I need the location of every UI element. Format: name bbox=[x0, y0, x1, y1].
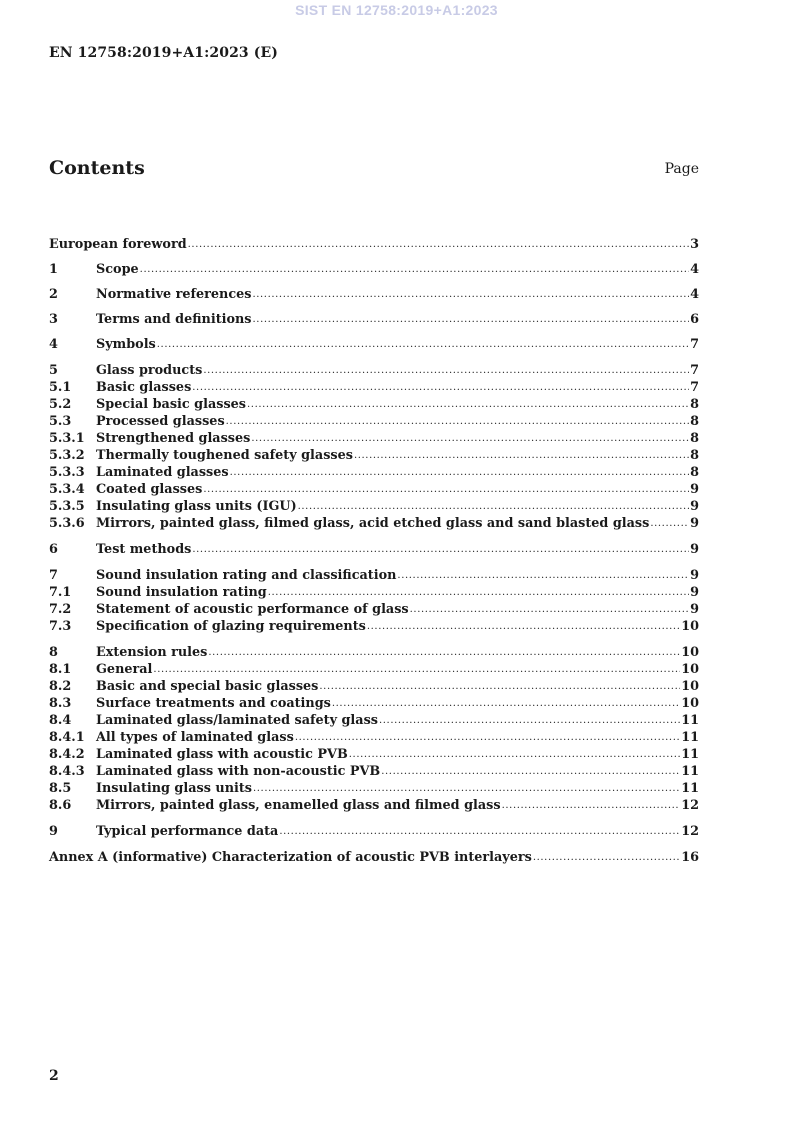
toc-entry-title: All types of laminated glass bbox=[96, 730, 294, 745]
toc-entry-page: 3 bbox=[690, 237, 699, 252]
toc-dot-leader bbox=[397, 567, 689, 584]
toc-entry-page: 9 bbox=[690, 542, 699, 557]
toc-entry-title: Sound insulation rating and classification bbox=[96, 568, 397, 583]
toc-entry-number: 5.3.2 bbox=[49, 448, 85, 463]
toc-entry-title: Laminated glass/laminated safety glass bbox=[96, 713, 378, 728]
toc-entry-title: Special basic glasses bbox=[96, 397, 247, 412]
toc-entry-number: 5 bbox=[49, 363, 58, 378]
toc-entry[interactable] bbox=[49, 780, 699, 797]
toc-entry-title: Symbols bbox=[96, 337, 156, 352]
toc-entry-page: 12 bbox=[681, 824, 699, 839]
toc-entry-page: 10 bbox=[681, 645, 699, 660]
toc-entry-title: Coated glasses bbox=[96, 482, 203, 497]
toc-entry[interactable] bbox=[49, 729, 699, 746]
toc-entry-title: Surface treatments and coatings bbox=[96, 696, 331, 711]
toc-entry-title: Laminated glass with non-acoustic PVB bbox=[96, 764, 381, 779]
toc-entry-number: 7.2 bbox=[49, 602, 72, 617]
toc-entry-page: 10 bbox=[681, 619, 699, 634]
toc-dot-leader bbox=[319, 678, 680, 695]
toc-entry-title: Strengthened glasses bbox=[96, 431, 251, 446]
toc-entry[interactable] bbox=[49, 336, 699, 353]
toc-dot-leader bbox=[268, 584, 689, 601]
toc-entry-title: Sound insulation rating bbox=[96, 585, 267, 600]
toc-entry-page: 10 bbox=[681, 679, 699, 694]
toc-entry-page: 11 bbox=[681, 781, 699, 796]
toc-entry-page: 7 bbox=[690, 337, 699, 352]
toc-entry-page: 11 bbox=[681, 730, 699, 745]
toc-entry[interactable] bbox=[49, 481, 699, 498]
toc-entry[interactable] bbox=[49, 413, 699, 430]
toc-entry-number: 5.3.3 bbox=[49, 465, 85, 480]
toc-dot-leader bbox=[230, 464, 689, 481]
watermark: SIST EN 12758:2019+A1:2023 bbox=[295, 2, 498, 18]
toc-dot-leader bbox=[410, 601, 689, 618]
toc-entry-number: 5.1 bbox=[49, 380, 72, 395]
toc-entry-number: 6 bbox=[49, 542, 58, 557]
toc-dot-leader bbox=[502, 797, 681, 814]
toc-entry-page: 8 bbox=[690, 465, 699, 480]
toc-entry-number: 5.3.5 bbox=[49, 499, 85, 514]
toc-entry-title: Test methods bbox=[96, 542, 192, 557]
toc-entry[interactable] bbox=[49, 601, 699, 618]
toc-entry-number: 8.1 bbox=[49, 662, 72, 677]
toc-entry-page: 8 bbox=[690, 448, 699, 463]
toc-entry-title: Scope bbox=[96, 262, 139, 277]
toc-entry[interactable] bbox=[49, 644, 699, 661]
toc-entry-page: 10 bbox=[681, 662, 699, 677]
toc-dot-leader bbox=[153, 661, 680, 678]
toc-dot-leader bbox=[203, 362, 689, 379]
toc-dot-leader bbox=[203, 481, 689, 498]
toc-entry-number: 1 bbox=[49, 262, 58, 277]
toc-entry-title: Mirrors, painted glass, enamelled glass and filmed glass bbox=[96, 798, 501, 813]
toc-dot-leader bbox=[208, 644, 680, 661]
toc-entry-page: 9 bbox=[690, 568, 699, 583]
toc-entry-number: 8.4.3 bbox=[49, 764, 85, 779]
toc-entry-title: Specification of glazing requirements bbox=[96, 619, 366, 634]
toc-entry-page: 11 bbox=[681, 747, 699, 762]
toc-entry-number: 8 bbox=[49, 645, 58, 660]
toc-entry-number: 4 bbox=[49, 337, 58, 352]
toc-entry-number: 2 bbox=[49, 287, 58, 302]
toc-entry[interactable] bbox=[49, 849, 699, 866]
toc-dot-leader bbox=[367, 618, 680, 635]
toc-entry-page: 9 bbox=[690, 482, 699, 497]
toc-entry-number: 7.3 bbox=[49, 619, 72, 634]
toc-entry[interactable] bbox=[49, 618, 699, 635]
toc-entry[interactable] bbox=[49, 379, 699, 396]
toc-entry-page: 9 bbox=[690, 499, 699, 514]
toc-entry[interactable] bbox=[49, 695, 699, 712]
toc-entry-number: 5.2 bbox=[49, 397, 72, 412]
toc-entry-title: Extension rules bbox=[96, 645, 208, 660]
toc-entry-page: 4 bbox=[690, 287, 699, 302]
toc-entry[interactable] bbox=[49, 678, 699, 695]
toc-entry-title: European foreword bbox=[49, 237, 187, 252]
toc-entry[interactable] bbox=[49, 236, 699, 253]
toc-dot-leader bbox=[251, 430, 689, 447]
toc-dot-leader bbox=[298, 498, 689, 515]
toc-entry-title: Annex A (informative) Characterization of acoustic PVB interlayers bbox=[49, 850, 532, 865]
toc-entry-page: 4 bbox=[690, 262, 699, 277]
toc-entry-number: 5.3.1 bbox=[49, 431, 85, 446]
toc-entry[interactable] bbox=[49, 823, 699, 840]
toc-dot-leader bbox=[349, 746, 680, 763]
toc-entry-number: 8.4 bbox=[49, 713, 72, 728]
toc-dot-leader bbox=[650, 515, 689, 532]
toc-entry-page: 16 bbox=[681, 850, 699, 865]
toc-entry[interactable] bbox=[49, 362, 699, 379]
toc-entry-page: 10 bbox=[681, 696, 699, 711]
toc-entry-number: 8.3 bbox=[49, 696, 72, 711]
toc-entry-number: 5.3 bbox=[49, 414, 72, 429]
toc-entry-title: Thermally toughened safety glasses bbox=[96, 448, 353, 463]
toc-entry-page: 9 bbox=[690, 602, 699, 617]
toc-entry-number: 9 bbox=[49, 824, 58, 839]
toc-entry-title: Typical performance data bbox=[96, 824, 279, 839]
toc-entry-page: 7 bbox=[690, 363, 699, 378]
contents-heading: Contents bbox=[49, 157, 145, 179]
toc-dot-leader bbox=[295, 729, 680, 746]
toc-entry-page: 9 bbox=[690, 516, 699, 531]
toc-entry-number: 5.3.4 bbox=[49, 482, 85, 497]
page-number: 2 bbox=[49, 1068, 59, 1084]
toc-entry-page: 6 bbox=[690, 312, 699, 327]
toc-entry[interactable] bbox=[49, 712, 699, 729]
toc-entry-number: 8.6 bbox=[49, 798, 72, 813]
toc-entry-title: Basic and special basic glasses bbox=[96, 679, 319, 694]
toc-entry[interactable] bbox=[49, 261, 699, 278]
toc-entry-page: 11 bbox=[681, 764, 699, 779]
toc-entry-title: Basic glasses bbox=[96, 380, 192, 395]
toc-entry-number: 8.5 bbox=[49, 781, 72, 796]
toc-entry[interactable] bbox=[49, 584, 699, 601]
toc-entry-number: 3 bbox=[49, 312, 58, 327]
page-column-label: Page bbox=[664, 161, 699, 177]
toc-entry[interactable] bbox=[49, 396, 699, 413]
toc-entry-number: 7 bbox=[49, 568, 58, 583]
toc-dot-leader bbox=[253, 311, 690, 328]
toc-entry[interactable] bbox=[49, 567, 699, 584]
toc-entry-number: 7.1 bbox=[49, 585, 72, 600]
toc-entry-title: Mirrors, painted glass, filmed glass, acid etched glass and sand blasted glass bbox=[96, 516, 650, 531]
toc-dot-leader bbox=[354, 447, 689, 464]
toc-entry[interactable] bbox=[49, 746, 699, 763]
toc-entry-number: 5.3.6 bbox=[49, 516, 85, 531]
toc-dot-leader bbox=[253, 780, 680, 797]
toc-entry[interactable] bbox=[49, 498, 699, 515]
toc-entry-page: 8 bbox=[690, 431, 699, 446]
toc-entry[interactable] bbox=[49, 311, 699, 328]
toc-dot-leader bbox=[252, 286, 689, 303]
toc-entry-title: Laminated glass with acoustic PVB bbox=[96, 747, 348, 762]
toc-entry[interactable] bbox=[49, 661, 699, 678]
toc-entry-title: Processed glasses bbox=[96, 414, 225, 429]
toc-entry-page: 11 bbox=[681, 713, 699, 728]
toc-dot-leader bbox=[247, 396, 689, 413]
toc-entry[interactable] bbox=[49, 763, 699, 780]
toc-dot-leader bbox=[533, 849, 680, 866]
toc-entry-title: Statement of acoustic performance of glass bbox=[96, 602, 409, 617]
toc-entry-page: 8 bbox=[690, 414, 699, 429]
toc-entry-title: Glass products bbox=[96, 363, 203, 378]
toc-dot-leader bbox=[140, 261, 689, 278]
toc-entry-number: 8.2 bbox=[49, 679, 72, 694]
toc-dot-leader bbox=[192, 379, 689, 396]
toc-dot-leader bbox=[188, 236, 689, 253]
toc-dot-leader bbox=[379, 712, 680, 729]
toc-entry-page: 7 bbox=[690, 380, 699, 395]
toc-entry[interactable] bbox=[49, 515, 699, 532]
toc-entry-number: 8.4.2 bbox=[49, 747, 85, 762]
toc-dot-leader bbox=[157, 336, 689, 353]
toc-entry[interactable] bbox=[49, 286, 699, 303]
toc-entry[interactable] bbox=[49, 430, 699, 447]
toc-entry-title: Insulating glass units (IGU) bbox=[96, 499, 297, 514]
toc-entry[interactable] bbox=[49, 447, 699, 464]
toc-entry-title: Terms and definitions bbox=[96, 312, 252, 327]
toc-entry[interactable] bbox=[49, 464, 699, 481]
toc-entry-title: Laminated glasses bbox=[96, 465, 229, 480]
toc-dot-leader bbox=[381, 763, 680, 780]
toc-entry-page: 12 bbox=[681, 798, 699, 813]
toc-entry-title: Insulating glass units bbox=[96, 781, 252, 796]
toc-entry-title: General bbox=[96, 662, 153, 677]
toc-dot-leader bbox=[279, 823, 680, 840]
toc-entry-number: 8.4.1 bbox=[49, 730, 85, 745]
toc-dot-leader bbox=[192, 541, 689, 558]
toc-entry-page: 8 bbox=[690, 397, 699, 412]
document-code: EN 12758:2019+A1:2023 (E) bbox=[49, 45, 278, 61]
toc-entry-title: Normative references bbox=[96, 287, 252, 302]
toc-entry[interactable] bbox=[49, 541, 699, 558]
toc-dot-leader bbox=[332, 695, 680, 712]
toc-entry-page: 9 bbox=[690, 585, 699, 600]
toc-dot-leader bbox=[226, 413, 689, 430]
toc-entry[interactable] bbox=[49, 797, 699, 814]
